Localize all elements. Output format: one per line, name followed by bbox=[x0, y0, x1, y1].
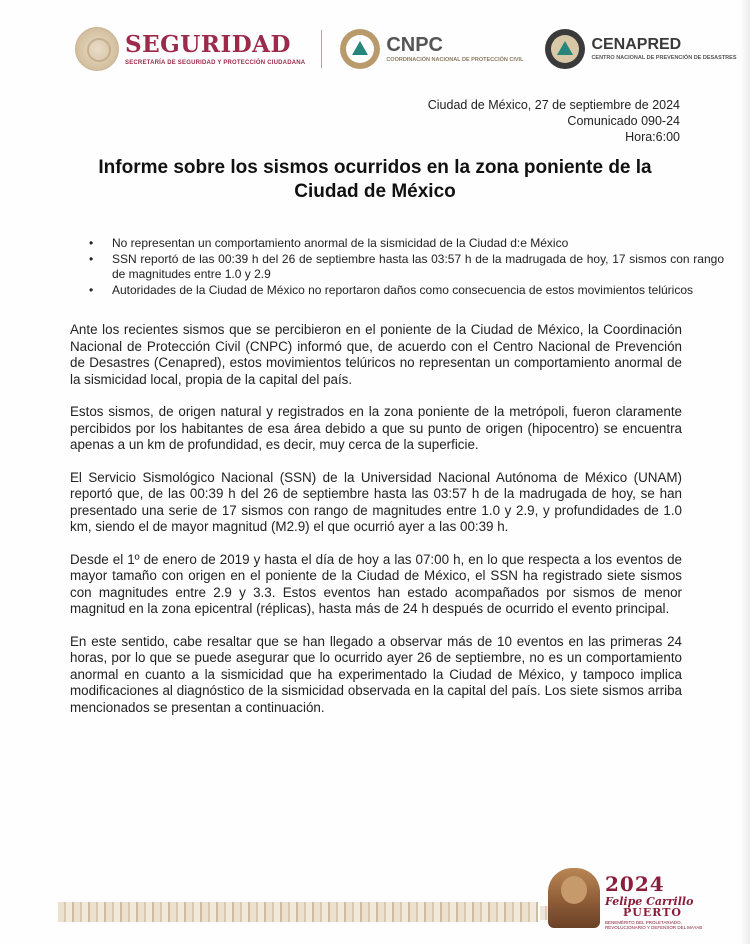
document-meta bbox=[428, 97, 680, 145]
cenapred-name: CENAPRED bbox=[591, 35, 682, 53]
paragraph: En este sentido, cabe resaltar que se han llegado a observar más de 10 eventos en las primeras 24 horas, por lo que se puede asegurar que lo ocurrido ayer 26 de septiembre, no es un comportamiento anormal en cuanto a la sismicidad que ha experimentado la Ciudad de México, y tampoco implica modificaciones al diagnóstico de la sismicidad observada en la capital del país. Los siete sismos arriba mencionados se presentan a continuación. bbox=[70, 633, 682, 715]
document-title: Informe sobre los sismos ocurridos en la zona poniente de la Ciudad de México bbox=[98, 157, 652, 202]
cenapred-subtitle: CENTRO NACIONAL DE PREVENCIÓN DE DESASTRES bbox=[591, 54, 737, 61]
footer-ornament-band bbox=[58, 902, 538, 922]
emblem-place: PUERTO bbox=[623, 906, 682, 919]
year-emblem bbox=[605, 874, 715, 930]
triangle-icon bbox=[352, 41, 368, 55]
place-date: Ciudad de México, 27 de septiembre de 2024 bbox=[427, 98, 680, 112]
paragraph: Ante los recientes sismos que se percibieron en el poniente de la Ciudad de México, la Coordinación Nacional de Protección Civil (CNPC) informó que, de acuerdo con el Centro Nacional de Prevención de Desastres (Cenapred), estos movimientos telúricos no representan un comportamiento anormal de la sismicidad local, propia de la capital del país. bbox=[70, 322, 682, 387]
communique-number: Comunicado 090-24 bbox=[567, 114, 680, 128]
paragraph: Estos sismos, de origen natural y registrados en la zona poniente de la metrópoli, fueron claramente percibidos por los habitantes de esa área debido a que su punto de origen (hipocentro) se encuentra apenas a un km de profundidad, es decir, muy cerca de la superficie. bbox=[70, 404, 682, 452]
release-time: Hora:6:00 bbox=[625, 130, 680, 144]
cenapred-logo bbox=[591, 37, 736, 62]
triangle-icon bbox=[557, 41, 573, 55]
portrait-illustration bbox=[548, 868, 600, 928]
seguridad-logo bbox=[125, 30, 306, 66]
seguridad-subtitle: SECRETARÍA DE SEGURIDAD Y PROTECCIÓN CIUDADANA bbox=[125, 59, 306, 66]
logo-divider bbox=[321, 30, 322, 68]
bullet-item: • Autoridades de la Ciudad de México no reportaron daños como consecuencia de estos movimientos telúricos bbox=[112, 283, 724, 298]
emblem-year: 2024 bbox=[605, 872, 665, 896]
national-seal-icon bbox=[75, 27, 119, 71]
paragraph: Desde el 1º de enero de 2019 y hasta el día de hoy a las 07:00 h, en lo que respecta a los eventos de mayor tamaño con origen en el poniente de la Ciudad de México, el SSN ha registrado siete sismos con magnitudes entre 2.9 y 3.3. Estos eventos han estado acompañados por sismos de menor magnitud en la zona epicentral (réplicas), hasta más de 24 h después de ocurrido el evento principal. bbox=[70, 551, 682, 616]
bullet-item: • No representan un comportamiento anormal de la sismicidad de la Ciudad d:e México bbox=[112, 236, 724, 251]
emblem-name: Felipe Carrillo bbox=[605, 895, 694, 908]
cnpc-logo bbox=[386, 35, 523, 64]
page-edge-shadow bbox=[740, 0, 750, 944]
summary-bullets bbox=[70, 236, 724, 299]
cnpc-subtitle: COORDINACIÓN NACIONAL DE PROTECCIÓN CIVIL bbox=[386, 56, 524, 63]
header-logos bbox=[75, 24, 737, 74]
emblem-tagline: BENEMÉRITO DEL PROLETARIADO, REVOLUCIONARIO Y DEFENSOR DEL MAYAB bbox=[605, 920, 703, 930]
cnpc-emblem-icon bbox=[340, 29, 380, 69]
cenapred-emblem-icon bbox=[545, 29, 585, 69]
paragraph: El Servicio Sismológico Nacional (SSN) de la Universidad Nacional Autónoma de México (UNAM) reportó que, de las 00:39 h del 26 de septiembre hasta las 03:57 h de la madrugada de hoy, se han presentado una serie de 17 sismos con rango de magnitudes entre 1.0 y 2.9, y profundidades de 1.0 km, siendo el de mayor magnitud (M2.9) el que ocurrió ayer a las 00:39 h. bbox=[70, 469, 682, 534]
body-text bbox=[70, 322, 682, 732]
seguridad-name: SEGURIDAD bbox=[125, 30, 291, 58]
cnpc-name: CNPC bbox=[386, 33, 443, 56]
bullet-item: • SSN reportó de las 00:39 h del 26 de septiembre hasta las 03:57 h de la madrugada de hoy, 17 sismos con rango de magnitudes entre 1.0 y 2.9 bbox=[112, 252, 724, 281]
